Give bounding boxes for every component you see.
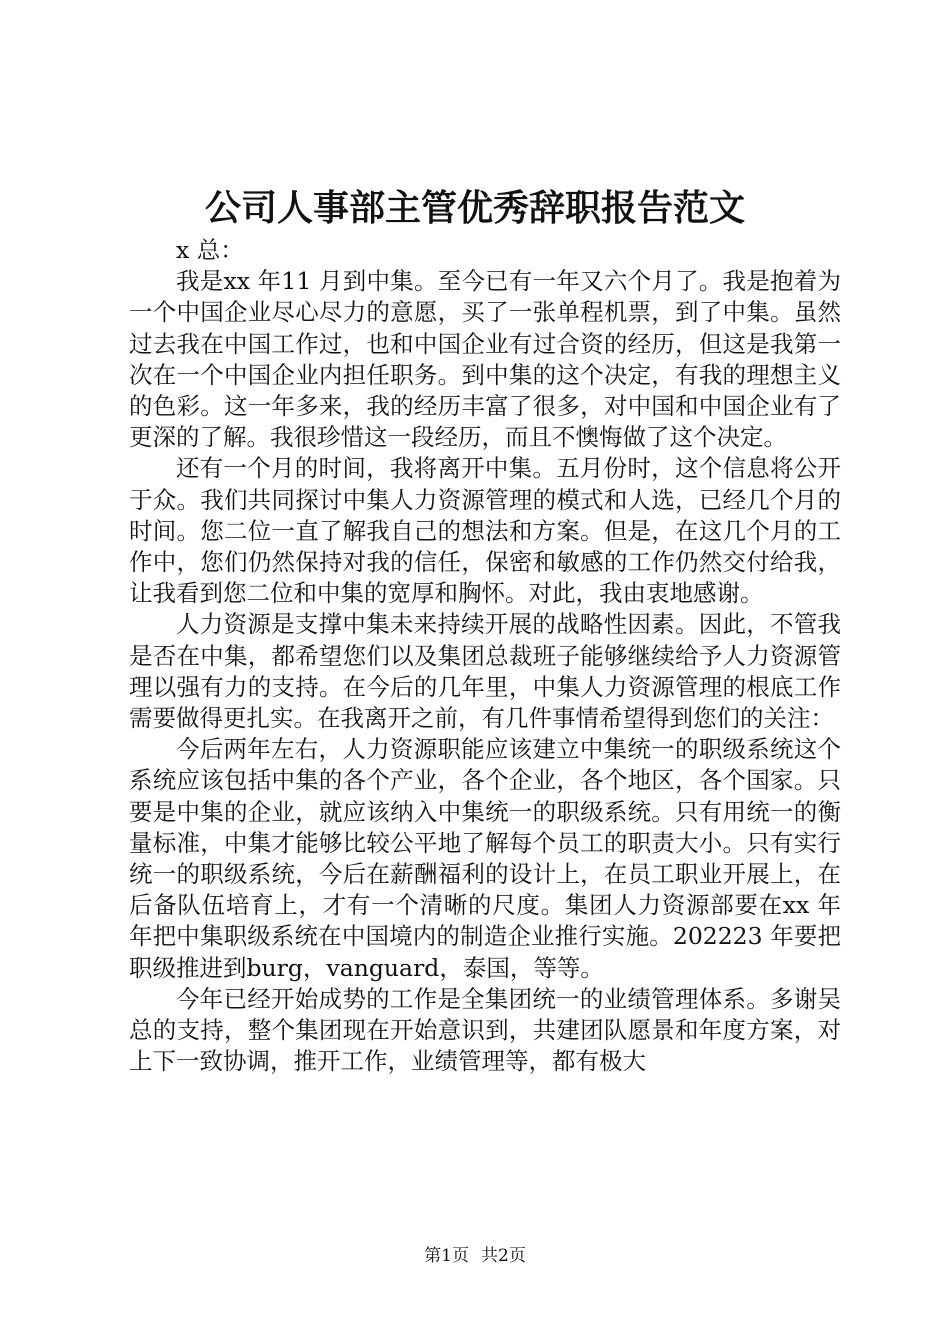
paragraph: 今后两年左右，人力资源职能应该建立中集统一的职级系统这个系统应该包括中集的各个产业，各个企业，各个地区，各个国家。只要是中集的企业，就应该纳入中集统一的职级系统。只有用统一的衡量标准，中集才能够比较公平地了解每个员工的职责大小。只有实行统一的职级系统，今后在薪酬福利的设计上，在员工职业开展上，在后备队伍培育上，才有一个清晰的尺度。集团人力资源部要在xx 年年把中集职级系统在中国境内的制造企业推行实施。202223 年要把职级推进到burg，vanguard，泰国，等等。 (129, 735, 841, 982)
greeting-line: x 总： (176, 236, 244, 264)
paragraph: 人力资源是支撑中集未来持续开展的战略性因素。因此，不管我是否在中集，都希望您们以及集团总裁班子能够继续给予人力资源管理以强有力的支持。在今后的几年里，中集人力资源管理的根底工作需要做得更扎实。在我离开之前，有几件事情希望得到您们的关注： (129, 610, 841, 733)
paragraph: 还有一个月的时间，我将离开中集。五月份时，这个信息将公开于众。我们共同探讨中集人力资源管理的模式和人选，已经几个月的时间。您二位一直了解我自己的想法和方案。但是，在这几个月的工作中，您们仍然保持对我的信任，保密和敏感的工作仍然交付给我，让我看到您二位和中集的宽厚和胸怀。对此，我由衷地感谢。 (129, 454, 841, 608)
page-footer (0, 1244, 950, 1268)
page-total: 共2页 (481, 1246, 526, 1266)
page-number: 第1页 (424, 1246, 469, 1266)
document-body (129, 235, 841, 1077)
document-title: 公司人事部主管优秀辞职报告范文 (204, 187, 745, 229)
paragraph: 今年已经开始成势的工作是全集团统一的业绩管理体系。多谢吴总的支持，整个集团现在开始意识到，共建团队愿景和年度方案，对上下一致协调，推开工作，业绩管理等，都有极大 (129, 984, 841, 1076)
paragraph: 我是xx 年11 月到中集。至今已有一年又六个月了。我是抱着为一个中国企业尽心尽力的意愿，买了一张单程机票，到了中集。虽然过去我在中国工作过，也和中国企业有过合资的经历，但这是我第一次在一个中国企业内担任职务。到中集的这个决定，有我的理想主义的色彩。这一年多来，我的经历丰富了很多，对中国和中国企业有了更深的了解。我很珍惜这一段经历，而且不懊悔做了这个决定。 (129, 267, 841, 452)
